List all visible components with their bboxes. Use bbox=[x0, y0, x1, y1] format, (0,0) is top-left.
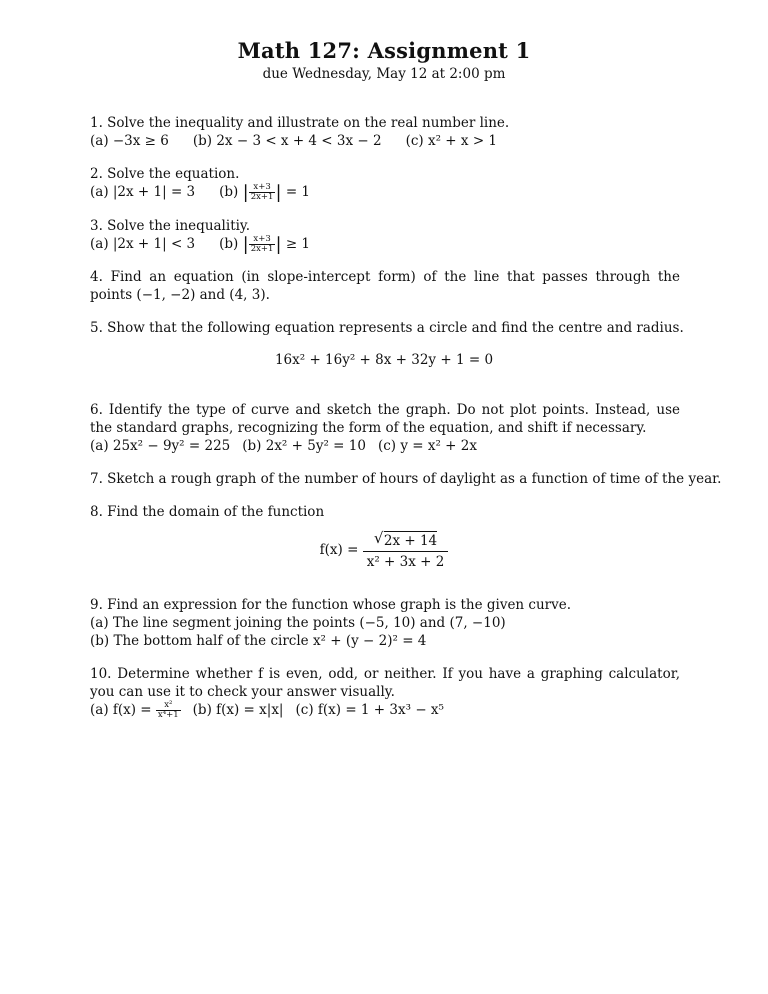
q7-prompt: 7. Sketch a rough graph of the number of hours of daylight as a function of time of the year. bbox=[90, 471, 722, 487]
q6-part-b: (b) 2x² + 5y² = 10 bbox=[242, 438, 366, 454]
q6-part-a: (a) 25x² − 9y² = 225 bbox=[90, 438, 231, 454]
q8-radicand: 2x + 14 bbox=[383, 533, 438, 549]
q9-part-a: (a) The line segment joining the points (−5, 10) and (7, −10) bbox=[90, 615, 506, 631]
q2-prompt: 2. Solve the equation. bbox=[90, 166, 240, 182]
question-2 bbox=[90, 165, 680, 202]
q1-part-b: (b) 2x − 3 < x + 4 < 3x − 2 bbox=[192, 133, 382, 149]
sqrt-icon: √ bbox=[373, 529, 384, 547]
question-4 bbox=[90, 268, 680, 304]
q6-prompt: 6. Identify the type of curve and sketch the graph. Do not plot points. Instead, use the standard graphs, recognizing the form of the equation, and shift if necessary. bbox=[90, 402, 680, 436]
q5-prompt: 5. Show that the following equation represents a circle and find the centre and radius. bbox=[90, 320, 684, 336]
page-title: Math 127: Assignment 1 bbox=[237, 38, 531, 63]
q8-numerator bbox=[363, 531, 449, 552]
q10-fraction bbox=[156, 701, 181, 720]
q3-part-b-label: (b) bbox=[219, 236, 239, 252]
q3-frac-num: x+3 bbox=[249, 235, 276, 245]
q8-lhs: f(x) = bbox=[319, 542, 359, 558]
q2-frac-num: x+3 bbox=[249, 183, 276, 193]
abs-bar-right: | bbox=[275, 233, 282, 255]
q3-parts bbox=[90, 235, 680, 254]
q1-part-a: (a) −3x ≥ 6 bbox=[90, 133, 169, 149]
abs-bar-left: | bbox=[242, 233, 249, 255]
q2-part-a: (a) |2x + 1| = 3 bbox=[90, 184, 196, 200]
q8-prompt: 8. Find the domain of the function bbox=[90, 504, 325, 520]
q10-part-a-label: (a) f(x) = bbox=[90, 702, 152, 718]
q10-part-c: (c) f(x) = 1 + 3x³ − x⁵ bbox=[295, 702, 444, 718]
q10-part-b: (b) f(x) = x|x| bbox=[192, 702, 284, 718]
q10-parts bbox=[90, 701, 680, 720]
q3-part-b-rhs: ≥ 1 bbox=[285, 236, 311, 252]
q3-frac-den: 2x+1 bbox=[250, 244, 274, 254]
q1-prompt: 1. Solve the inequality and illustrate on the real number line. bbox=[90, 115, 510, 131]
q1-parts bbox=[90, 132, 680, 150]
q10-frac-num: x² bbox=[156, 701, 181, 711]
question-10 bbox=[90, 665, 680, 720]
q9-part-b: (b) The bottom half of the circle x² + (y − 2)² = 4 bbox=[90, 633, 427, 649]
question-1 bbox=[90, 114, 680, 150]
q3-part-a: (a) |2x + 1| < 3 bbox=[90, 236, 196, 252]
q2-fraction bbox=[249, 183, 276, 202]
q4-prompt: 4. Find an equation (in slope-intercept form) of the line that passes through the points (−1, −2) and (4, 3). bbox=[90, 269, 680, 303]
q3-fraction bbox=[249, 235, 276, 254]
q2-parts bbox=[90, 183, 680, 202]
question-5 bbox=[90, 319, 684, 337]
q8-function bbox=[0, 531, 768, 570]
q2-frac-den: 2x+1 bbox=[250, 192, 274, 202]
question-9 bbox=[90, 596, 680, 650]
abs-bar-left: | bbox=[242, 181, 249, 203]
q6-parts bbox=[90, 437, 680, 455]
q1-part-c: (c) x² + x > 1 bbox=[405, 133, 498, 149]
due-date: due Wednesday, May 12 at 2:00 pm bbox=[262, 66, 506, 82]
sqrt-symbol-group bbox=[374, 531, 437, 549]
q10-frac-den: x⁴+1 bbox=[157, 710, 179, 720]
abs-bar-right: | bbox=[275, 181, 282, 203]
question-3 bbox=[90, 217, 680, 254]
question-7 bbox=[90, 470, 722, 488]
q9-prompt: 9. Find an expression for the function whose graph is the given curve. bbox=[90, 597, 572, 613]
q8-fraction bbox=[363, 531, 449, 570]
q6-part-c: (c) y = x² + 2x bbox=[377, 438, 477, 454]
q2-part-b-label: (b) bbox=[219, 184, 239, 200]
q8-denominator: x² + 3x + 2 bbox=[366, 554, 445, 570]
q10-prompt: 10. Determine whether f is even, odd, or neither. If you have a graphing calculator, you can use it to check your answer visually. bbox=[90, 666, 680, 700]
q2-part-b-rhs: = 1 bbox=[285, 184, 311, 200]
question-6 bbox=[90, 401, 680, 455]
q3-prompt: 3. Solve the inequalitiy. bbox=[90, 218, 251, 234]
q5-equation: 16x² + 16y² + 8x + 32y + 1 = 0 bbox=[274, 352, 494, 368]
question-8 bbox=[90, 503, 680, 521]
